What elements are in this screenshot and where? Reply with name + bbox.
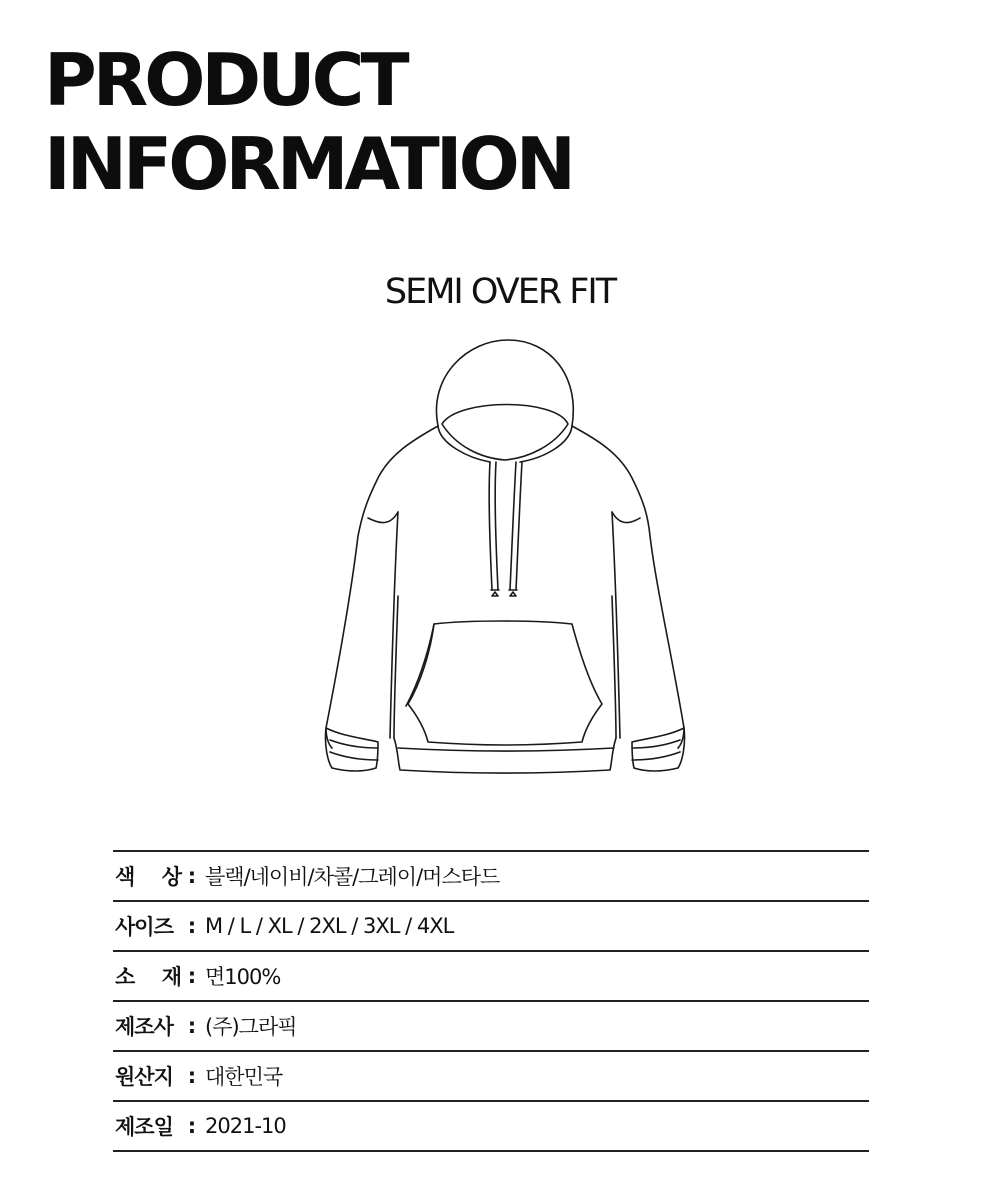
spec-colon: : xyxy=(187,1064,197,1088)
spec-label: 원산지 xyxy=(115,1065,173,1089)
spec-row-size xyxy=(113,902,869,952)
spec-value: 대한민국 xyxy=(205,1065,283,1089)
spec-row-color xyxy=(113,852,869,902)
spec-value: M / L / XL / 2XL / 3XL / 4XL xyxy=(205,914,454,938)
page-title xyxy=(44,38,572,206)
spec-row-material xyxy=(113,952,869,1002)
spec-row-manufacture-date xyxy=(113,1102,869,1152)
page-title-line-1: PRODUCT xyxy=(44,38,406,122)
spec-row-manufacturer xyxy=(113,1002,869,1052)
spec-colon: : xyxy=(187,864,197,888)
spec-value: 2021-10 xyxy=(205,1114,286,1138)
spec-label: 제조일 xyxy=(115,1115,173,1139)
fit-label: SEMI OVER FIT xyxy=(384,272,616,312)
spec-value: (주)그라픽 xyxy=(205,1015,297,1039)
spec-table xyxy=(113,850,869,1152)
spec-label: 제조사 xyxy=(115,1015,173,1039)
spec-label: 사이즈 xyxy=(115,915,173,939)
hoodie-icon xyxy=(318,336,692,778)
spec-label: 소 재 xyxy=(115,965,181,989)
spec-row-origin xyxy=(113,1052,869,1102)
page-title-line-2: INFORMATION xyxy=(44,122,573,206)
spec-colon: : xyxy=(187,1014,197,1038)
spec-colon: : xyxy=(187,914,197,938)
spec-value: 면100% xyxy=(205,965,281,989)
spec-colon: : xyxy=(187,1114,197,1138)
spec-colon: : xyxy=(187,964,197,988)
spec-label: 색 상 xyxy=(115,865,181,889)
spec-value: 블랙/네이비/차콜/그레이/머스타드 xyxy=(205,865,500,889)
